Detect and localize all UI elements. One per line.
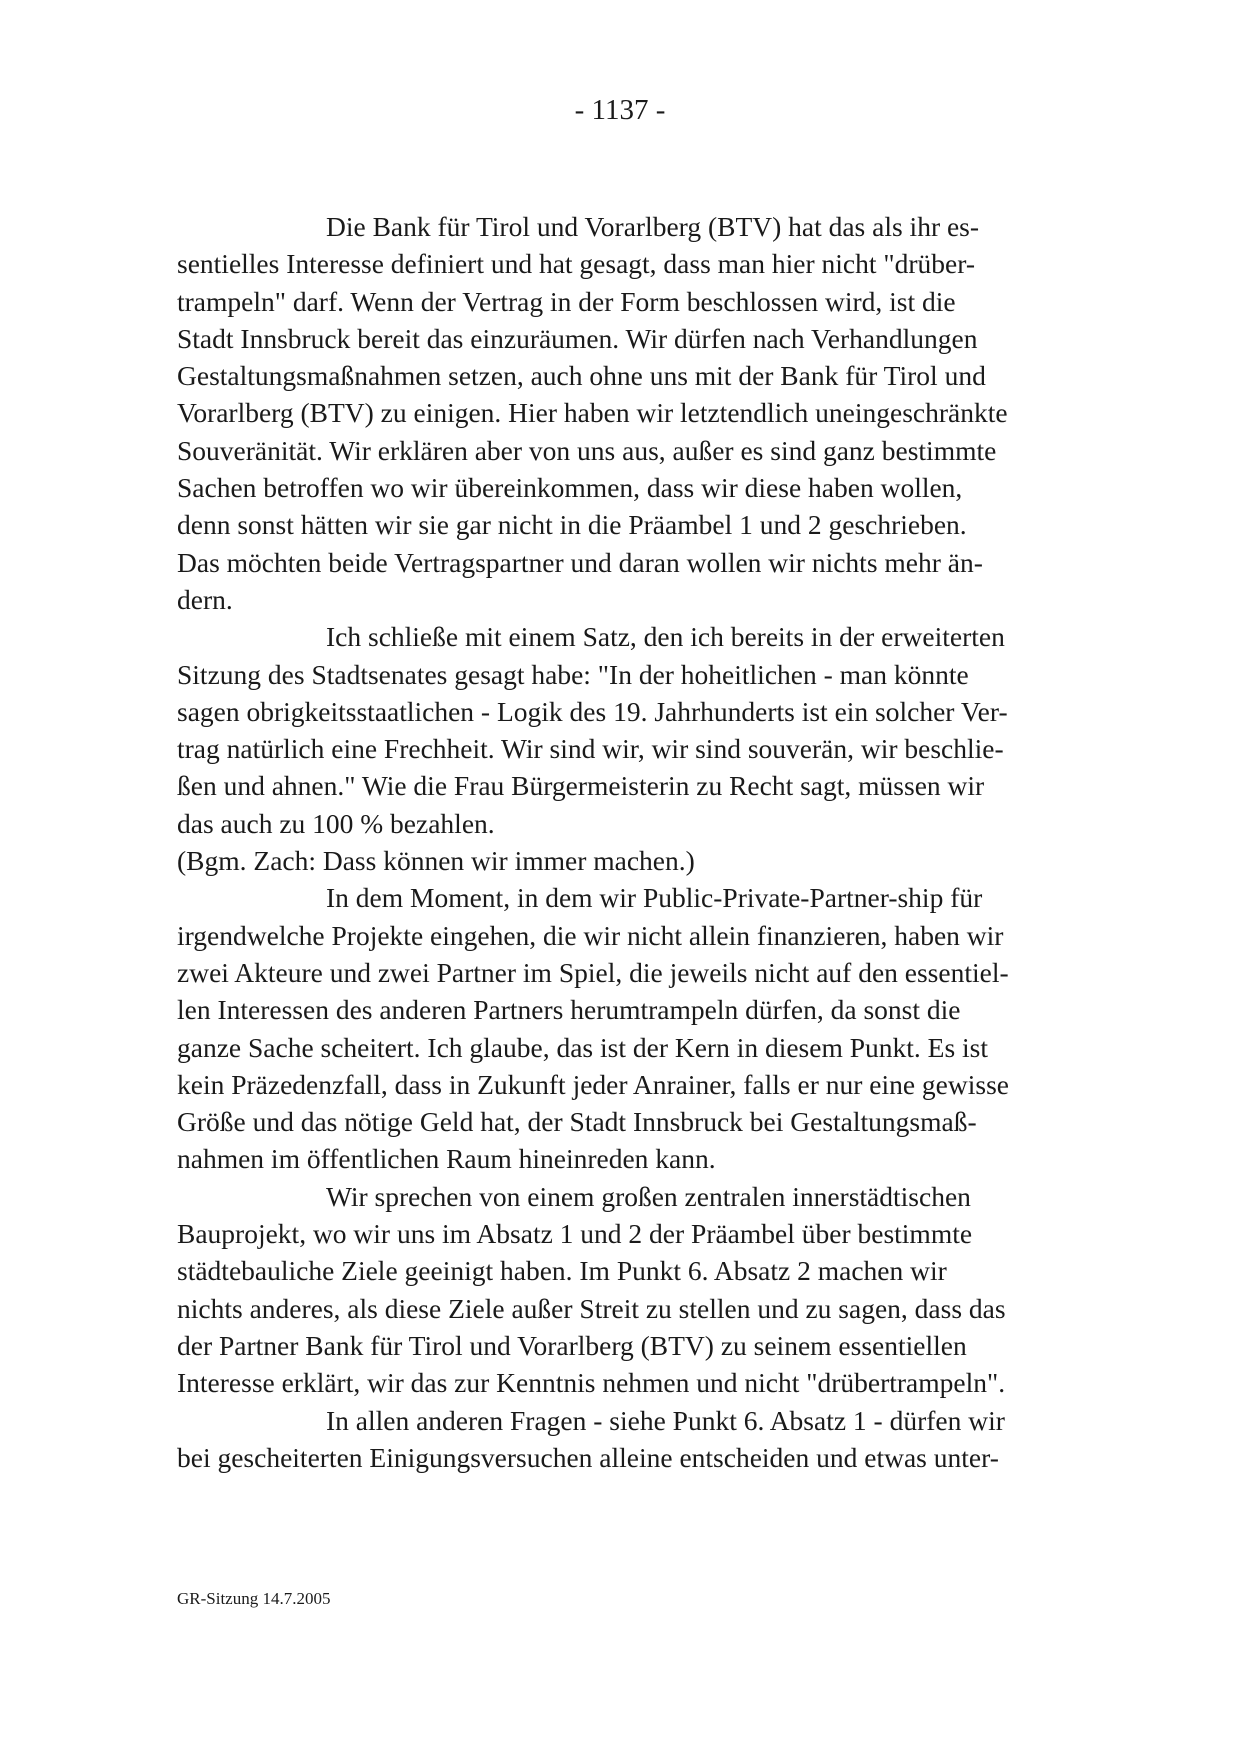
- paragraph-3-line-7: Größe und das nötige Geld hat, der Stadt Innsbruck bei Gestaltungsmaß-: [177, 1106, 977, 1138]
- paragraph-4-line-4: nichts anderes, als diese Ziele außer Streit zu stellen und zu sagen, dass das: [177, 1292, 1006, 1324]
- paragraph-3-line-8: nahmen im öffentlichen Raum hineinreden kann.: [177, 1143, 716, 1175]
- paragraph-2-line-5: ßen und ahnen." Wie die Frau Bürgermeisterin zu Recht sagt, müssen wir: [177, 770, 985, 802]
- paragraph-4-line-6: Interesse erklärt, wir das zur Kenntnis nehmen und nicht "drübertrampeln".: [177, 1367, 1006, 1399]
- paragraph-3-line-6: kein Präzedenzfall, dass in Zukunft jeder Anrainer, falls er nur eine gewisse: [177, 1068, 1009, 1100]
- paragraph-2-line-2: Sitzung des Stadtsenates gesagt habe: "In der hoheitlichen - man könnte: [177, 658, 969, 690]
- paragraph-1-line-9: denn sonst hätten wir sie gar nicht in die Präambel 1 und 2 geschrieben.: [177, 509, 967, 541]
- paragraph-1-line-2: sentielles Interesse definiert und hat gesagt, dass man hier nicht "drüber-: [177, 248, 975, 280]
- paragraph-1-line-8: Sachen betroffen wo wir übereinkommen, dass wir diese haben wollen,: [177, 472, 963, 504]
- paragraph-5-line-1: In allen anderen Fragen - siehe Punkt 6. Absatz 1 - dürfen wir: [326, 1404, 1005, 1436]
- paragraph-2-line-6: das auch zu 100 % bezahlen.: [177, 807, 495, 839]
- paragraph-2-line-4: trag natürlich eine Frechheit. Wir sind wir, wir sind souverän, wir beschlie-: [177, 733, 1004, 765]
- body-text: [177, 208, 1077, 1476]
- paragraph-4-line-5: der Partner Bank für Tirol und Vorarlberg (BTV) zu seinem essentiellen: [177, 1329, 967, 1361]
- paragraph-3-line-1: In dem Moment, in dem wir Public-Private-Partner-ship für: [326, 882, 983, 914]
- paragraph-4-line-2: Bauprojekt, wo wir uns im Absatz 1 und 2 der Präambel über bestimmte: [177, 1218, 973, 1250]
- paragraph-1-line-3: trampeln" darf. Wenn der Vertrag in der Form beschlossen wird, ist die: [177, 285, 956, 317]
- paragraph-3-line-5: ganze Sache scheitert. Ich glaube, das ist der Kern in diesem Punkt. Es ist: [177, 1031, 989, 1063]
- interjection-line: (Bgm. Zach: Dass können wir immer machen.): [177, 845, 695, 877]
- paragraph-1-line-6: Vorarlberg (BTV) zu einigen. Hier haben wir letztendlich uneingeschränkte: [177, 397, 1008, 429]
- paragraph-1-line-7: Souveränität. Wir erklären aber von uns aus, außer es sind ganz bestimmte: [177, 434, 997, 466]
- paragraph-1-line-4: Stadt Innsbruck bereit das einzuräumen. Wir dürfen nach Verhandlungen: [177, 322, 978, 354]
- page-number: - 1137 -: [574, 94, 666, 126]
- paragraph-1-line-1: Die Bank für Tirol und Vorarlberg (BTV) hat das als ihr es-: [326, 211, 980, 242]
- paragraph-2-line-3: sagen obrigkeitsstaatlichen - Logik des 19. Jahrhunderts ist ein solcher Ver-: [177, 695, 1008, 727]
- paragraph-2-line-1: Ich schließe mit einem Satz, den ich bereits in der erweiterten: [326, 621, 1005, 653]
- paragraph-5-line-2: bei gescheiterten Einigungsversuchen alleine entscheiden und etwas unter-: [177, 1441, 999, 1473]
- paragraph-3-line-2: irgendwelche Projekte eingehen, die wir nicht allein finanzieren, haben wir: [177, 919, 1004, 951]
- paragraph-1-line-11: dern.: [177, 583, 233, 615]
- paragraph-4-line-1: Wir sprechen von einem großen zentralen innerstädtischen: [326, 1180, 971, 1212]
- paragraph-1-line-5: Gestaltungsmaßnahmen setzen, auch ohne uns mit der Bank für Tirol und: [177, 360, 986, 392]
- paragraph-1-line-10: Das möchten beide Vertragspartner und daran wollen wir nichts mehr än-: [177, 546, 983, 578]
- paragraph-4-line-3: städtebauliche Ziele geeinigt haben. Im Punkt 6. Absatz 2 machen wir: [177, 1255, 947, 1287]
- footer-session-date: GR-Sitzung 14.7.2005: [177, 1589, 331, 1608]
- paragraph-3-line-4: len Interessen des anderen Partners herumtrampeln dürfen, da sonst die: [177, 994, 961, 1026]
- paragraph-3-line-3: zwei Akteure und zwei Partner im Spiel, die jeweils nicht auf den essentiel-: [177, 956, 1009, 988]
